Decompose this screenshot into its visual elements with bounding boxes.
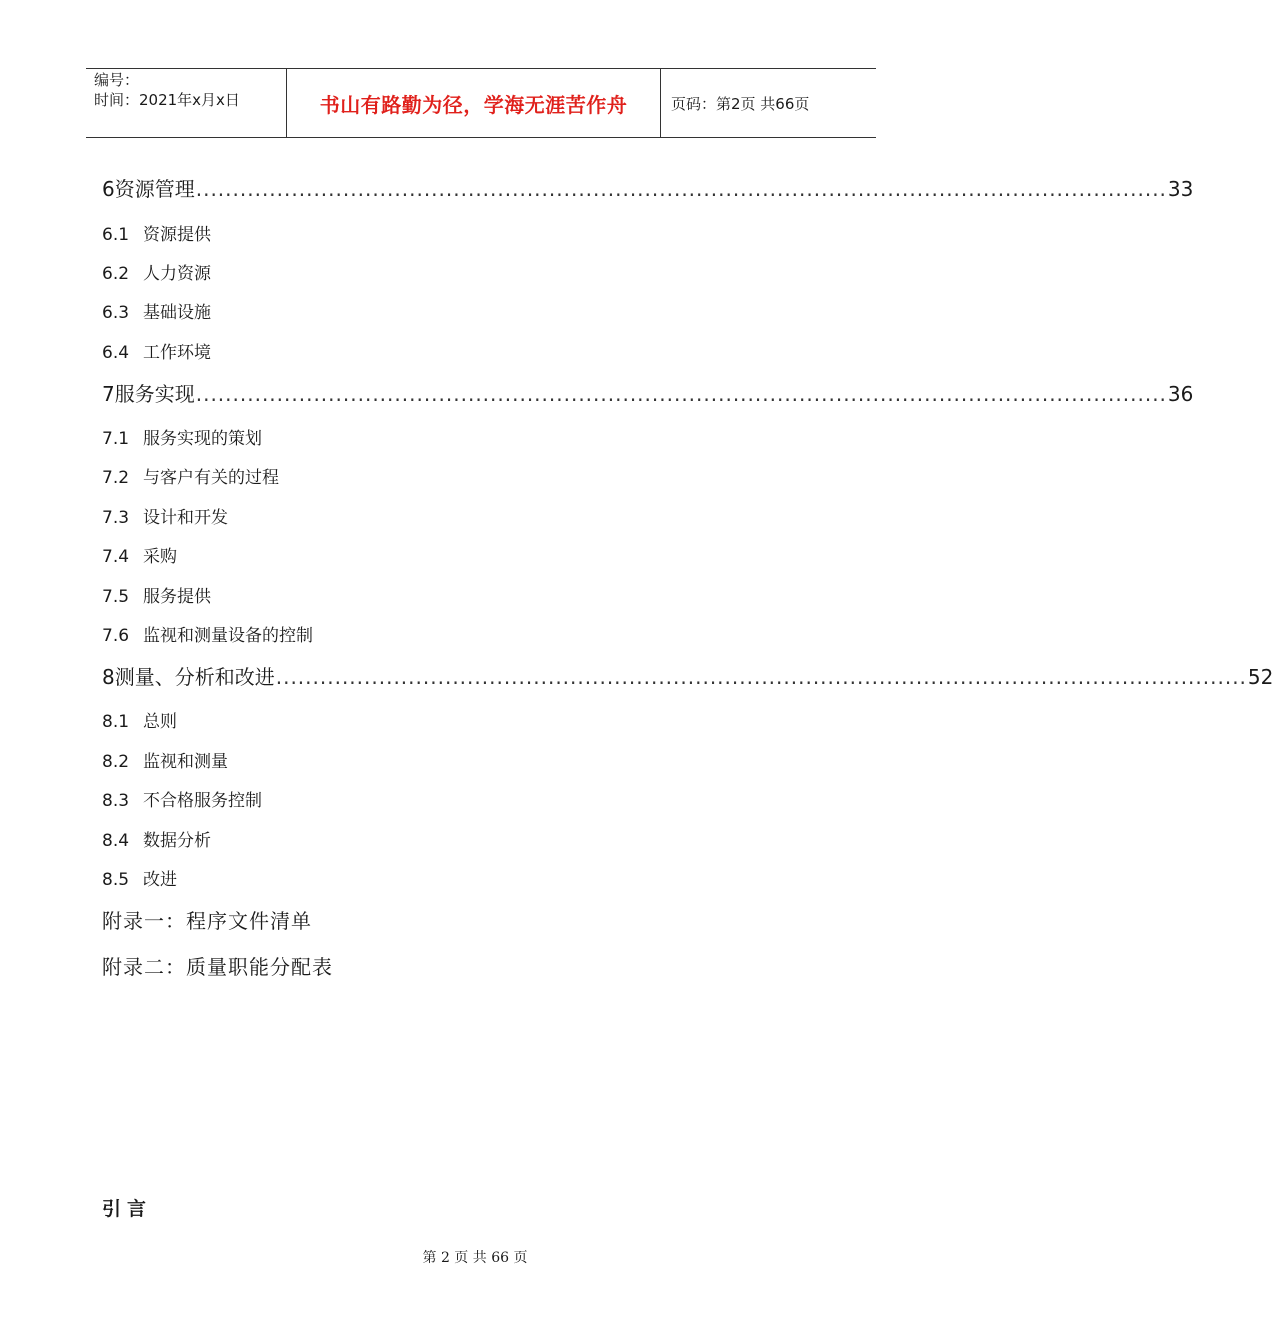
toc-entry-8-2[interactable] xyxy=(102,747,228,772)
toc-entry-8-5[interactable] xyxy=(102,865,177,890)
header-motto-cell xyxy=(287,69,661,137)
header-motto: 书山有路勤为径，学海无涯苦作舟 xyxy=(319,92,628,117)
toc-entry-8-4[interactable] xyxy=(102,826,211,851)
toc-leader: .................................................................................................................................... xyxy=(195,382,1167,406)
toc-entry-7-2[interactable] xyxy=(102,463,279,488)
toc-page-number: 33 xyxy=(1167,177,1194,201)
toc-title: 测量、分析和改进 xyxy=(114,665,275,689)
toc-number: 7.2 xyxy=(102,468,130,488)
toc-entry-7-5[interactable] xyxy=(102,582,211,607)
toc-leader: .................................................................................................................................... xyxy=(195,177,1167,201)
toc-number: 6.3 xyxy=(102,303,130,323)
toc-title: 改进 xyxy=(143,870,177,890)
toc-title: 与客户有关的过程 xyxy=(143,468,279,488)
toc-number: 7.1 xyxy=(102,429,130,449)
toc-title: 基础设施 xyxy=(143,303,211,323)
toc-entry-6-1[interactable] xyxy=(102,220,211,245)
document-header xyxy=(86,68,876,138)
header-page-info: 页码：第2页 共66页 xyxy=(671,94,810,113)
toc-entry-7-4[interactable] xyxy=(102,542,177,567)
toc-entry-7-3[interactable] xyxy=(102,503,228,528)
toc-appendix-1[interactable]: 附录一：程序文件清单 xyxy=(102,909,312,933)
toc-number: 6.2 xyxy=(102,264,130,284)
toc-number: 6 xyxy=(102,177,115,201)
toc-title: 设计和开发 xyxy=(143,508,228,528)
toc-entry-8[interactable] xyxy=(102,661,1273,690)
toc-number: 8.3 xyxy=(102,791,130,811)
toc-entry-7-6[interactable] xyxy=(102,621,313,646)
toc-page-number: 52 xyxy=(1247,665,1273,689)
toc-title: 服务提供 xyxy=(143,587,211,607)
toc-title: 数据分析 xyxy=(143,831,211,851)
toc-number: 8 xyxy=(102,665,115,689)
toc-entry-6[interactable] xyxy=(102,173,1194,202)
page-footer: 第 2 页 共 66 页 xyxy=(422,1250,528,1266)
header-page-cell xyxy=(661,69,876,137)
toc-entry-7[interactable] xyxy=(102,378,1194,407)
toc-entry-6-4[interactable] xyxy=(102,338,211,363)
toc-entry-6-2[interactable] xyxy=(102,259,211,284)
toc-title: 总则 xyxy=(143,712,177,732)
toc-title: 服务实现的策划 xyxy=(143,429,262,449)
toc-number: 8.5 xyxy=(102,870,130,890)
toc-number: 8.4 xyxy=(102,831,130,851)
toc-number: 7.6 xyxy=(102,626,130,646)
toc-number: 8.1 xyxy=(102,712,130,732)
toc-title: 人力资源 xyxy=(143,264,211,284)
toc-leader: .................................................................................................................................... xyxy=(275,665,1247,689)
toc-title: 资源提供 xyxy=(143,225,211,245)
document-date-label: 时间：2021年x月x日 xyxy=(94,91,240,109)
toc-page-number: 36 xyxy=(1167,382,1194,406)
toc-title: 服务实现 xyxy=(114,382,195,406)
toc-number: 8.2 xyxy=(102,752,130,772)
toc-title: 资源管理 xyxy=(114,177,195,201)
toc-entry-6-3[interactable] xyxy=(102,298,211,323)
toc-entry-8-1[interactable] xyxy=(102,707,177,732)
document-number-label: 编号： xyxy=(94,71,140,89)
toc-number: 6.4 xyxy=(102,343,130,363)
toc-number: 6.1 xyxy=(102,225,130,245)
toc-number: 7.4 xyxy=(102,547,130,567)
toc-number: 7.5 xyxy=(102,587,130,607)
toc-number: 7.3 xyxy=(102,508,130,528)
toc-title: 工作环境 xyxy=(143,343,211,363)
header-meta-cell xyxy=(86,69,287,137)
toc-entry-7-1[interactable] xyxy=(102,424,262,449)
toc-appendix-2[interactable]: 附录二：质量职能分配表 xyxy=(102,955,333,979)
toc-title: 监视和测量 xyxy=(143,752,228,772)
toc-entry-8-3[interactable] xyxy=(102,786,262,811)
toc-title: 监视和测量设备的控制 xyxy=(143,626,313,646)
toc-title: 不合格服务控制 xyxy=(143,791,262,811)
toc-number: 7 xyxy=(102,382,115,406)
toc-title: 采购 xyxy=(143,547,177,567)
section-heading-introduction: 引言 xyxy=(102,1198,153,1220)
